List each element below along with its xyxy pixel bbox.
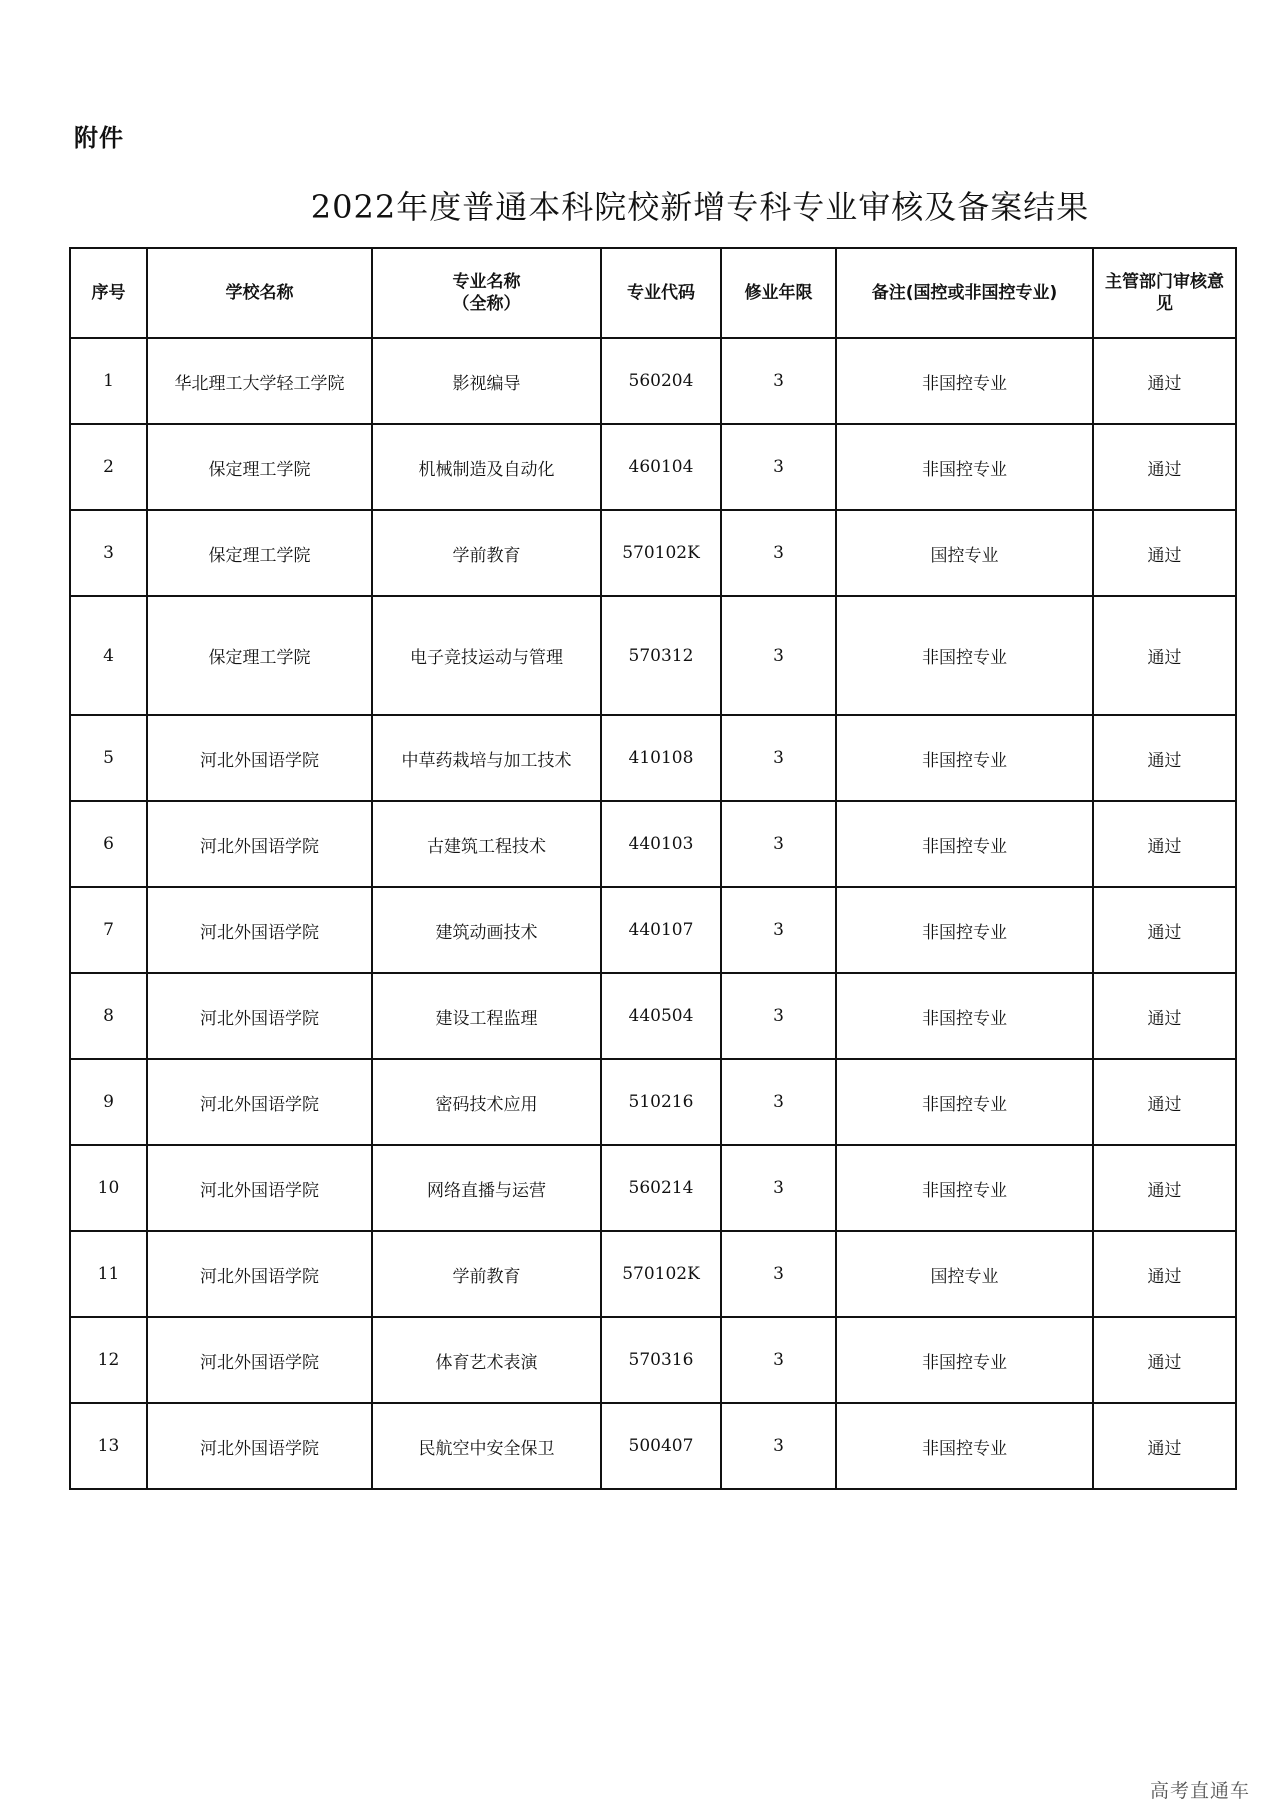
header-remark: 备注(国控或非国控专业) (836, 248, 1093, 338)
cell-major: 中草药栽培与加工技术 (372, 715, 601, 801)
table-header-row (70, 248, 1236, 338)
cell-code: 410108 (601, 715, 721, 801)
cell-remark: 国控专业 (836, 1231, 1093, 1317)
cell-major: 机械制造及自动化 (372, 424, 601, 510)
cell-remark: 非国控专业 (836, 1145, 1093, 1231)
cell-seq: 3 (70, 510, 147, 596)
cell-code: 440504 (601, 973, 721, 1059)
cell-major: 学前教育 (372, 1231, 601, 1317)
cell-school: 河北外国语学院 (147, 1317, 372, 1403)
header-opinion: 主管部门审核意见 (1093, 248, 1236, 338)
cell-opinion: 通过 (1093, 1317, 1236, 1403)
table-row (70, 1231, 1236, 1317)
cell-remark: 非国控专业 (836, 1317, 1093, 1403)
cell-remark: 非国控专业 (836, 338, 1093, 424)
cell-years: 3 (721, 1317, 836, 1403)
cell-seq: 10 (70, 1145, 147, 1231)
header-code: 专业代码 (601, 248, 721, 338)
table-row (70, 801, 1236, 887)
document-title: 2022年度普通本科院校新增专科专业审核及备案结果 (310, 188, 1090, 226)
table-row (70, 973, 1236, 1059)
cell-school: 保定理工学院 (147, 596, 372, 715)
cell-opinion: 通过 (1093, 973, 1236, 1059)
cell-years: 3 (721, 973, 836, 1059)
cell-remark: 非国控专业 (836, 801, 1093, 887)
cell-seq: 7 (70, 887, 147, 973)
cell-school: 保定理工学院 (147, 424, 372, 510)
header-major (372, 248, 601, 338)
table-row (70, 887, 1236, 973)
cell-school: 河北外国语学院 (147, 887, 372, 973)
cell-major: 密码技术应用 (372, 1059, 601, 1145)
cell-opinion: 通过 (1093, 887, 1236, 973)
cell-school: 河北外国语学院 (147, 801, 372, 887)
header-school: 学校名称 (147, 248, 372, 338)
cell-remark: 非国控专业 (836, 1059, 1093, 1145)
cell-years: 3 (721, 887, 836, 973)
cell-remark: 非国控专业 (836, 973, 1093, 1059)
cell-school: 河北外国语学院 (147, 715, 372, 801)
cell-code: 500407 (601, 1403, 721, 1489)
cell-remark: 非国控专业 (836, 424, 1093, 510)
cell-major: 学前教育 (372, 510, 601, 596)
cell-code: 570312 (601, 596, 721, 715)
table-body (70, 338, 1236, 1489)
table-row (70, 338, 1236, 424)
table-row (70, 424, 1236, 510)
cell-seq: 13 (70, 1403, 147, 1489)
cell-major: 古建筑工程技术 (372, 801, 601, 887)
table-row (70, 1059, 1236, 1145)
cell-code: 570102K (601, 510, 721, 596)
cell-code: 440107 (601, 887, 721, 973)
cell-remark: 非国控专业 (836, 596, 1093, 715)
cell-opinion: 通过 (1093, 1403, 1236, 1489)
cell-school: 保定理工学院 (147, 510, 372, 596)
header-seq: 序号 (70, 248, 147, 338)
cell-years: 3 (721, 1145, 836, 1231)
header-major-line2: （全称） (452, 294, 521, 314)
cell-school: 河北外国语学院 (147, 1403, 372, 1489)
cell-code: 440103 (601, 801, 721, 887)
cell-seq: 1 (70, 338, 147, 424)
cell-opinion: 通过 (1093, 1145, 1236, 1231)
cell-remark: 非国控专业 (836, 887, 1093, 973)
results-table (69, 247, 1237, 1490)
cell-remark: 国控专业 (836, 510, 1093, 596)
cell-code: 570102K (601, 1231, 721, 1317)
watermark: 高考直通车 (1149, 1780, 1250, 1802)
attachment-label: 附件 (74, 124, 124, 152)
cell-opinion: 通过 (1093, 596, 1236, 715)
table-row (70, 596, 1236, 715)
cell-opinion: 通过 (1093, 1231, 1236, 1317)
cell-code: 560204 (601, 338, 721, 424)
cell-seq: 5 (70, 715, 147, 801)
cell-code: 510216 (601, 1059, 721, 1145)
cell-remark: 非国控专业 (836, 1403, 1093, 1489)
cell-seq: 12 (70, 1317, 147, 1403)
cell-seq: 8 (70, 973, 147, 1059)
table-row (70, 1145, 1236, 1231)
table-row (70, 715, 1236, 801)
cell-code: 460104 (601, 424, 721, 510)
cell-years: 3 (721, 801, 836, 887)
cell-years: 3 (721, 1231, 836, 1317)
cell-major: 影视编导 (372, 338, 601, 424)
cell-school: 华北理工大学轻工学院 (147, 338, 372, 424)
table-row (70, 510, 1236, 596)
header-years: 修业年限 (721, 248, 836, 338)
cell-seq: 6 (70, 801, 147, 887)
cell-major: 建筑动画技术 (372, 887, 601, 973)
cell-remark: 非国控专业 (836, 715, 1093, 801)
cell-opinion: 通过 (1093, 801, 1236, 887)
cell-seq: 2 (70, 424, 147, 510)
cell-code: 560214 (601, 1145, 721, 1231)
cell-major: 电子竞技运动与管理 (372, 596, 601, 715)
cell-major: 民航空中安全保卫 (372, 1403, 601, 1489)
cell-seq: 11 (70, 1231, 147, 1317)
cell-years: 3 (721, 424, 836, 510)
cell-opinion: 通过 (1093, 424, 1236, 510)
cell-school: 河北外国语学院 (147, 1059, 372, 1145)
cell-school: 河北外国语学院 (147, 1145, 372, 1231)
cell-major: 网络直播与运营 (372, 1145, 601, 1231)
cell-years: 3 (721, 338, 836, 424)
cell-opinion: 通过 (1093, 338, 1236, 424)
cell-years: 3 (721, 1059, 836, 1145)
cell-major: 体育艺术表演 (372, 1317, 601, 1403)
cell-major: 建设工程监理 (372, 973, 601, 1059)
cell-years: 3 (721, 715, 836, 801)
cell-code: 570316 (601, 1317, 721, 1403)
header-major-line1: 专业名称 (452, 272, 521, 292)
table-row (70, 1403, 1236, 1489)
cell-years: 3 (721, 1403, 836, 1489)
table-row (70, 1317, 1236, 1403)
cell-school: 河北外国语学院 (147, 1231, 372, 1317)
cell-opinion: 通过 (1093, 510, 1236, 596)
cell-opinion: 通过 (1093, 1059, 1236, 1145)
cell-opinion: 通过 (1093, 715, 1236, 801)
cell-years: 3 (721, 510, 836, 596)
cell-school: 河北外国语学院 (147, 973, 372, 1059)
cell-years: 3 (721, 596, 836, 715)
cell-seq: 4 (70, 596, 147, 715)
cell-seq: 9 (70, 1059, 147, 1145)
